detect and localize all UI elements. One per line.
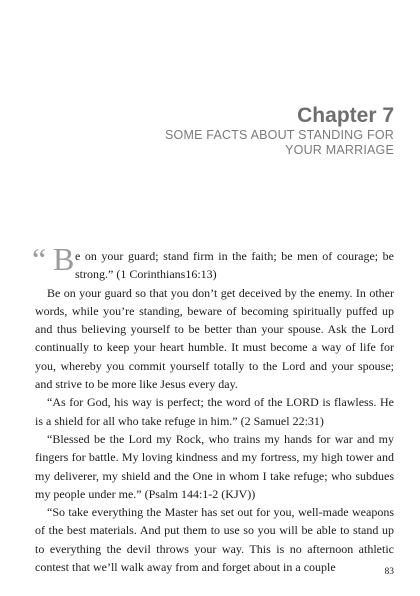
opening-paragraph [32,241,394,284]
paragraph-samuel-quote: “As for God, his way is perfect; the word of the LORD is flawless. He is a shield for all who take refuge in him.” (2 Samuel 22:31) [35,395,394,428]
paragraph-master-quote: “So take everything the Master has set out for you, well-made weapons of the best materials. And put them to use so you will be able to stand up to everything the devil throws your way. This is no afternoon athletic contest that we’ll walk away from and forget about in a couple [35,505,394,575]
page-number: 83 [384,567,394,577]
chapter-title-line-2: YOUR MARRIAGE [285,143,394,157]
drop-cap: B [53,241,75,277]
paragraph-psalm-quote: “Blessed be the Lord my Rock, who trains my hands for war and my fingers for battle. My loving kindness and my fortress, my high tower and my deliverer, my shield and the One in whom I take refuge; who subdues my people under me.” (Psalm 144:1-2 (KJV)) [35,431,394,501]
chapter-title-line-1: SOME FACTS ABOUT STANDING FOR [165,128,394,142]
body-text [32,241,394,576]
opening-text: e on your guard; stand firm in the faith; be men of courage; be strong.” (1 Corinthians16:13) [75,249,394,282]
chapter-number: Chapter 7 [297,104,394,127]
chapter-heading [165,104,394,158]
paragraph-guard: Be on your guard so that you don’t get deceived by the enemy. In other words, while you’re standing, beware of becoming spiritually puffed up and thus believing yourself to be better than your spouse. Ask the Lord continually to keep your heart humble. It must become a way of life for you, whereby you commit yourself totally to the Lord and your spouse; and strive to be more like Jesus every day. [35,285,394,392]
opening-quote-mark: “ [32,241,47,277]
